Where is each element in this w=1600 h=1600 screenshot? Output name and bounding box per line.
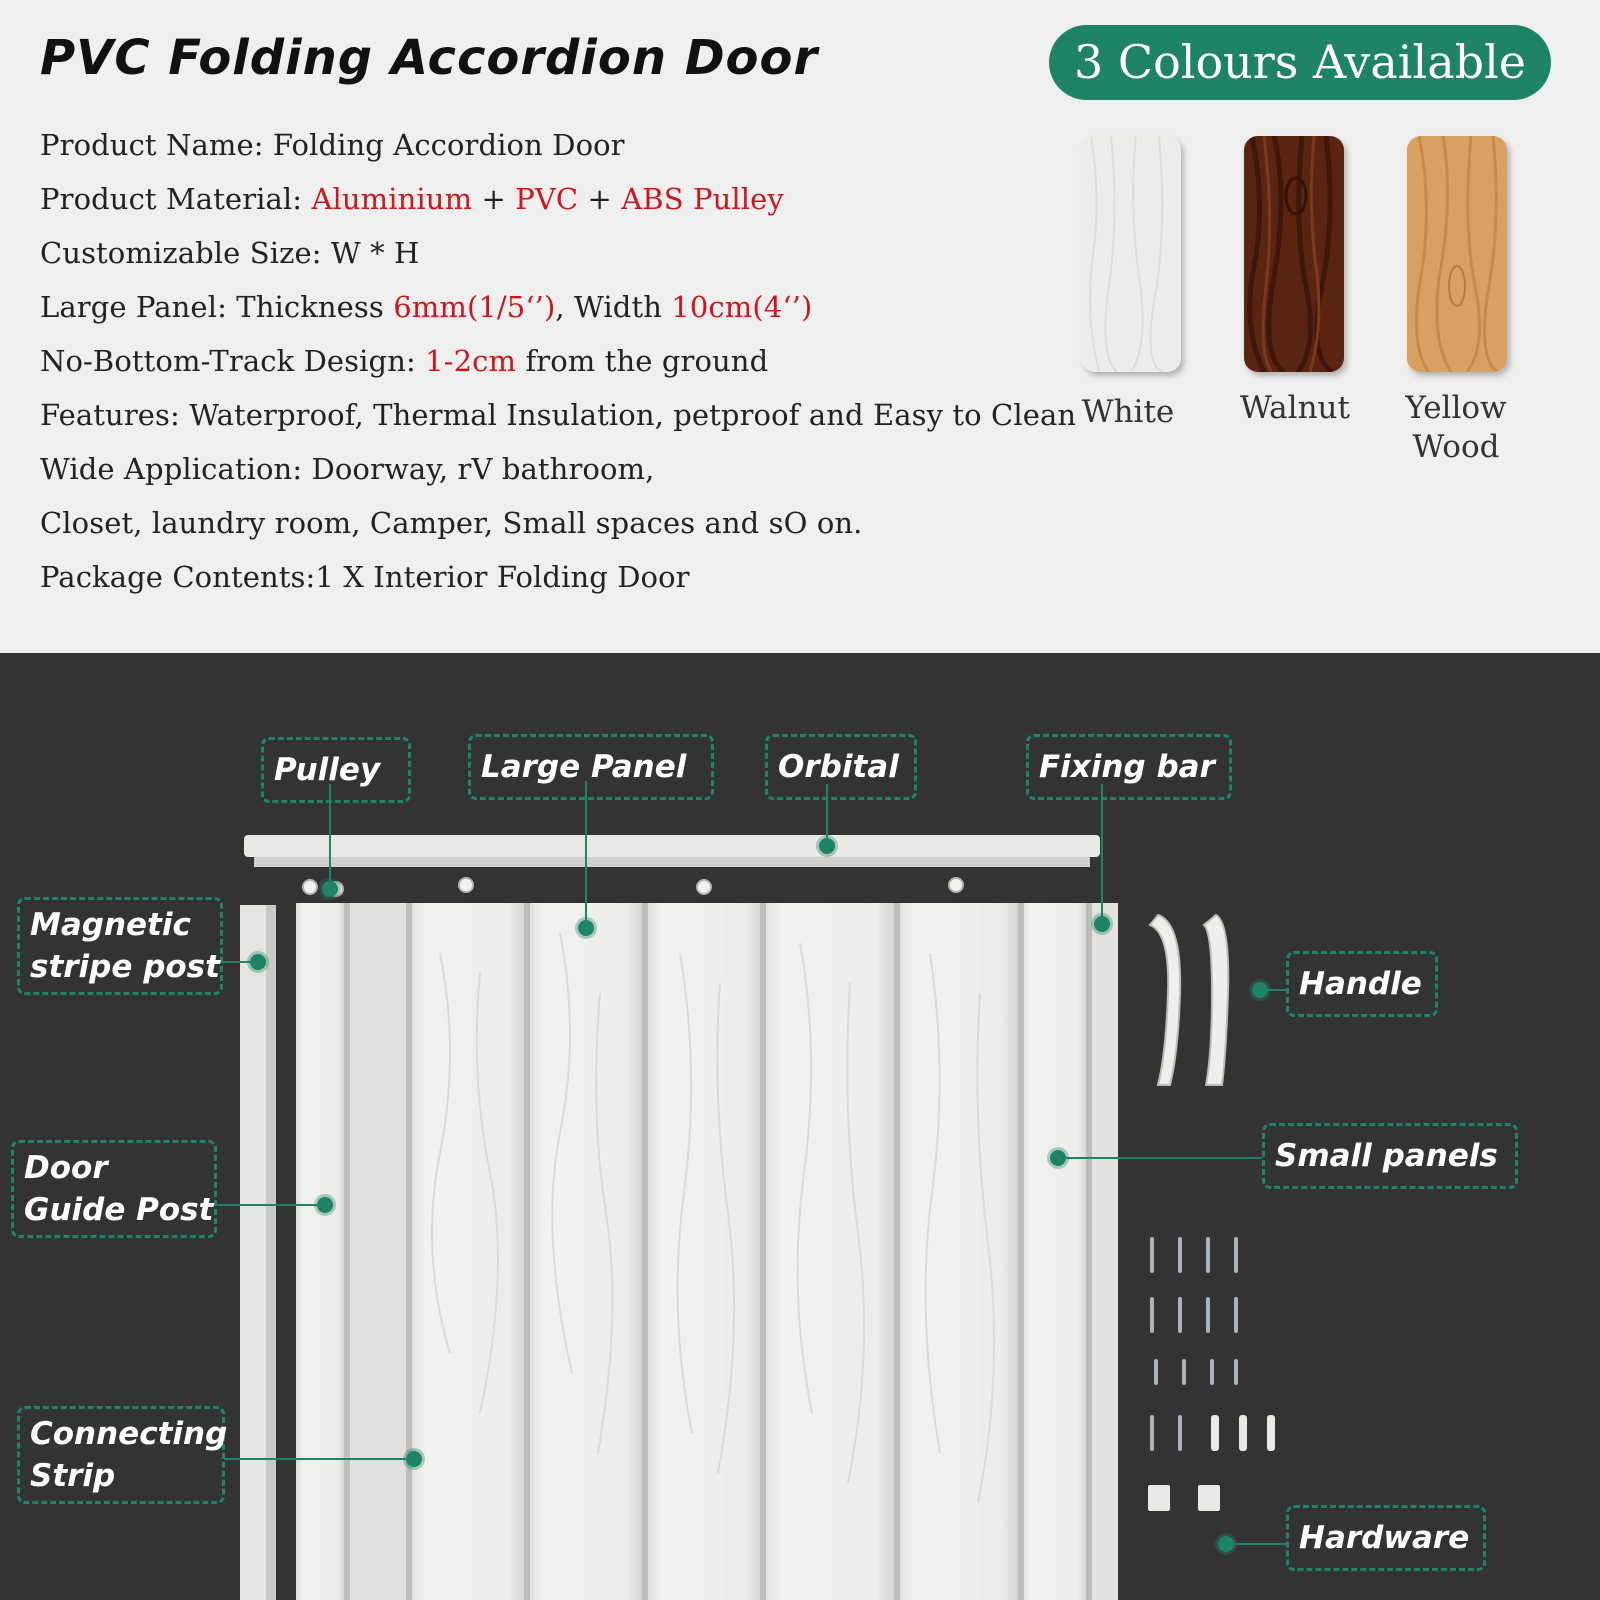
leader-dot [406,1451,422,1467]
hardware-screws [1152,1239,1236,1449]
handle-right [1204,915,1228,1085]
callout-door-guide-post [11,1140,217,1238]
connecting-strip [406,903,412,1600]
leader-dot [1094,916,1110,932]
hardware-anchors [1148,1415,1275,1511]
swatch-label-yellow-wood [1371,389,1541,467]
spec-panel-width-label: , Width [555,290,672,324]
leader-dot [250,954,266,970]
handles [1150,915,1228,1085]
pulleys [303,878,963,896]
large-panel [408,903,526,1600]
swatch-white [1081,136,1181,372]
spec-size: Customizable Size: W * H [40,236,420,270]
spec-features: Features: Waterproof, Thermal Insulation, petproof and Easy to Clean [40,398,1077,432]
callout-connecting-strip [17,1406,228,1504]
connecting-strip [1086,903,1092,1600]
leader-dot [317,1197,333,1213]
swatch-label-line: Wood [1412,429,1500,465]
product-info-section [0,0,1600,653]
orbital-track [244,835,1100,857]
leader-dot [1050,1150,1066,1166]
callout-orbital [765,734,917,800]
spec-product-name: Product Name: Folding Accordion Door [40,128,625,162]
large-panel [896,903,1020,1600]
spec-package: Package Contents:1 X Interior Folding Door [40,560,690,594]
leader-dot [322,881,338,897]
callout-label: Magnetic [30,907,191,943]
post-edge [266,905,276,1600]
callout-label: Hardware [1299,1520,1470,1556]
callout-label: stripe post [30,949,220,985]
panel-width: 10cm(4‘’) [671,290,813,324]
swatch-label-line: Yellow [1405,390,1507,426]
large-panel [762,903,896,1600]
spec-material [40,182,784,216]
callout-label: Strip [30,1458,116,1494]
material-pvc: PVC [515,182,579,216]
spec-bottom-track-label: No-Bottom-Track Design: [40,344,426,378]
callout-label: Connecting [30,1416,228,1452]
bottom-track-gap: 1-2cm [425,344,517,378]
door-panels [296,903,1118,1600]
colours-available-badge: 3 Colours Available [1049,25,1551,100]
callout-label: Guide Post [24,1192,214,1228]
callout-label: Small panels [1275,1138,1498,1174]
handle-left [1150,915,1180,1085]
callout-fixing-bar [1026,734,1232,800]
small-panel [346,903,408,1600]
material-separator: + [578,182,622,216]
pulley-wheel [303,880,317,894]
leader-dot [819,838,835,854]
pulley-wheel [949,878,963,892]
leader-dot [1218,1536,1234,1552]
small-panel [1020,903,1088,1600]
pulley-wheel [459,878,473,892]
callout-label: Large Panel [481,749,687,785]
connecting-strip [642,903,648,1600]
pulley-wheel [697,880,711,894]
callout-magnetic-stripe-post [17,897,223,995]
spec-application-continued: Closet, laundry room, Camper, Small spaces and sO on. [40,506,863,540]
material-aluminium: Aluminium [311,182,473,216]
swatch-label-walnut: Walnut [1240,390,1350,426]
spec-bottom-track-suffix: from the ground [516,344,769,378]
door-guide-post [296,903,346,1600]
leader-dot [1252,982,1268,998]
callout-small-panels [1262,1123,1518,1189]
callout-hardware [1286,1505,1486,1571]
connecting-strip [894,903,900,1600]
callout-handle [1286,951,1438,1017]
leader-dot [578,920,594,936]
spec-panel-label: Large Panel: Thickness [40,290,394,324]
callout-label: Door [24,1150,108,1186]
panel-thickness: 6mm(1/5‘’) [393,290,556,324]
spec-bottom-track [40,344,768,378]
swatch-yellow-wood [1407,136,1507,372]
large-panel [644,903,762,1600]
fixing-post [1088,903,1118,1600]
swatch-label-white: White [1081,394,1175,430]
page-title: PVC Folding Accordion Door [40,30,819,86]
swatch-walnut [1244,136,1344,372]
callout-label: Fixing bar [1039,749,1215,785]
callout-label: Pulley [274,752,381,788]
spec-material-label: Product Material: [40,182,312,216]
callout-pulley [261,737,411,803]
spec-panel [40,290,812,324]
connecting-strip [1018,903,1024,1600]
large-panel [526,903,644,1600]
connecting-strip [524,903,530,1600]
callout-large-panel [468,734,714,800]
callout-label: Handle [1299,966,1422,1002]
connecting-strip [344,903,350,1600]
material-separator: + [472,182,516,216]
connecting-strip [760,903,766,1600]
parts-diagram-section [0,653,1600,1600]
callout-label: Orbital [778,749,899,785]
spec-application: Wide Application: Doorway, rV bathroom, [40,452,655,486]
orbital-track-underside [254,857,1090,867]
material-abs-pulley: ABS Pulley [621,182,784,216]
